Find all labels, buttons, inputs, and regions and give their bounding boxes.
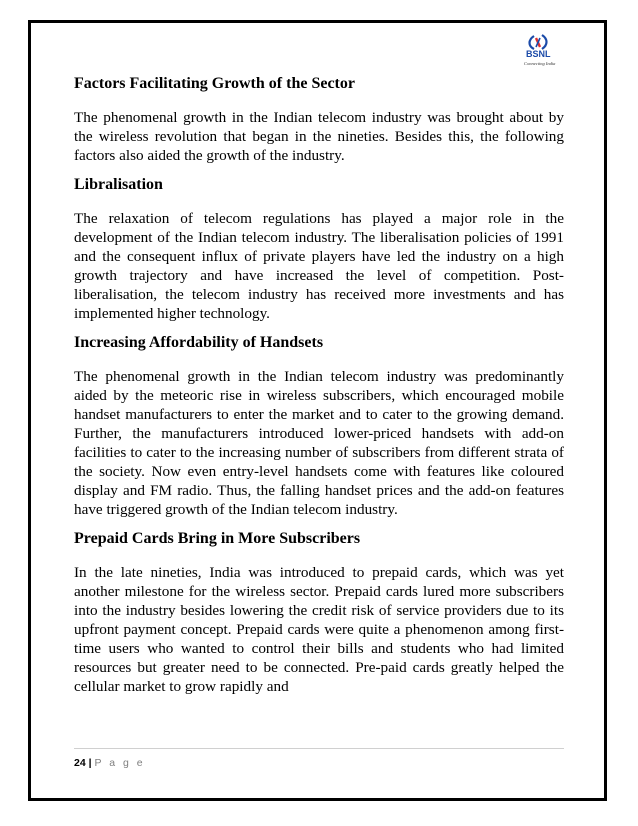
- document-content: [74, 74, 564, 702]
- page-label: P a g e: [94, 757, 146, 769]
- section-heading: Prepaid Cards Bring in More Subscribers: [74, 530, 361, 547]
- page-footer: [74, 756, 145, 770]
- section-heading: Increasing Affordability of Handsets: [74, 334, 324, 351]
- bsnl-logo: [518, 34, 564, 68]
- page-number: 24: [74, 757, 86, 769]
- section-heading: Factors Facilitating Growth of the Sector: [74, 75, 355, 92]
- section-body: In the late nineties, India was introduced to prepaid cards, which was yet another milestone for the wireless sector. Prepaid cards lured more subscribers into the industry besides lowering the credit risk of service providers due to its upfront payment concept. Prepaid cards were quite a phenomenon among first-time users who wanted to control their bills and students who had limited resources but greater need to be connected. Pre-paid cards greatly helped the cellular market to grow rapidly and: [74, 564, 564, 695]
- footer-divider: [74, 748, 564, 749]
- section-heading: Libralisation: [74, 176, 163, 193]
- logo-tagline: Connecting India: [524, 61, 556, 66]
- logo-name: BSNL: [526, 49, 551, 59]
- section-body: The phenomenal growth in the Indian telecom industry was predominantly aided by the meteoric rise in wireless subscribers, which encouraged mobile handset manufacturers to enter the market and to cater to the growing demand. Further, the manufacturers introduced lower-priced handsets with add-on facilities to cater to the increasing number of subscribers from different strata of the society. Now even entry-level handsets come with features like coloured display and FM radio. Thus, the falling handset prices and the add-on features have triggered growth of the Indian telecom industry.: [74, 368, 564, 518]
- footer-separator: |: [88, 757, 92, 769]
- section-body: The phenomenal growth in the Indian telecom industry was brought about by the wireless revolution that began in the nineties. Besides this, the following factors also aided the growth of the industry.: [74, 109, 564, 164]
- section-body: The relaxation of telecom regulations has played a major role in the development of the Indian telecom industry. The liberalisation policies of 1991 and the consequent influx of private players have led the industry on a high growth trajectory and have increased the level of competition. Post-liberalisation, the telecom industry has received more investments and has implemented higher technology.: [74, 210, 564, 322]
